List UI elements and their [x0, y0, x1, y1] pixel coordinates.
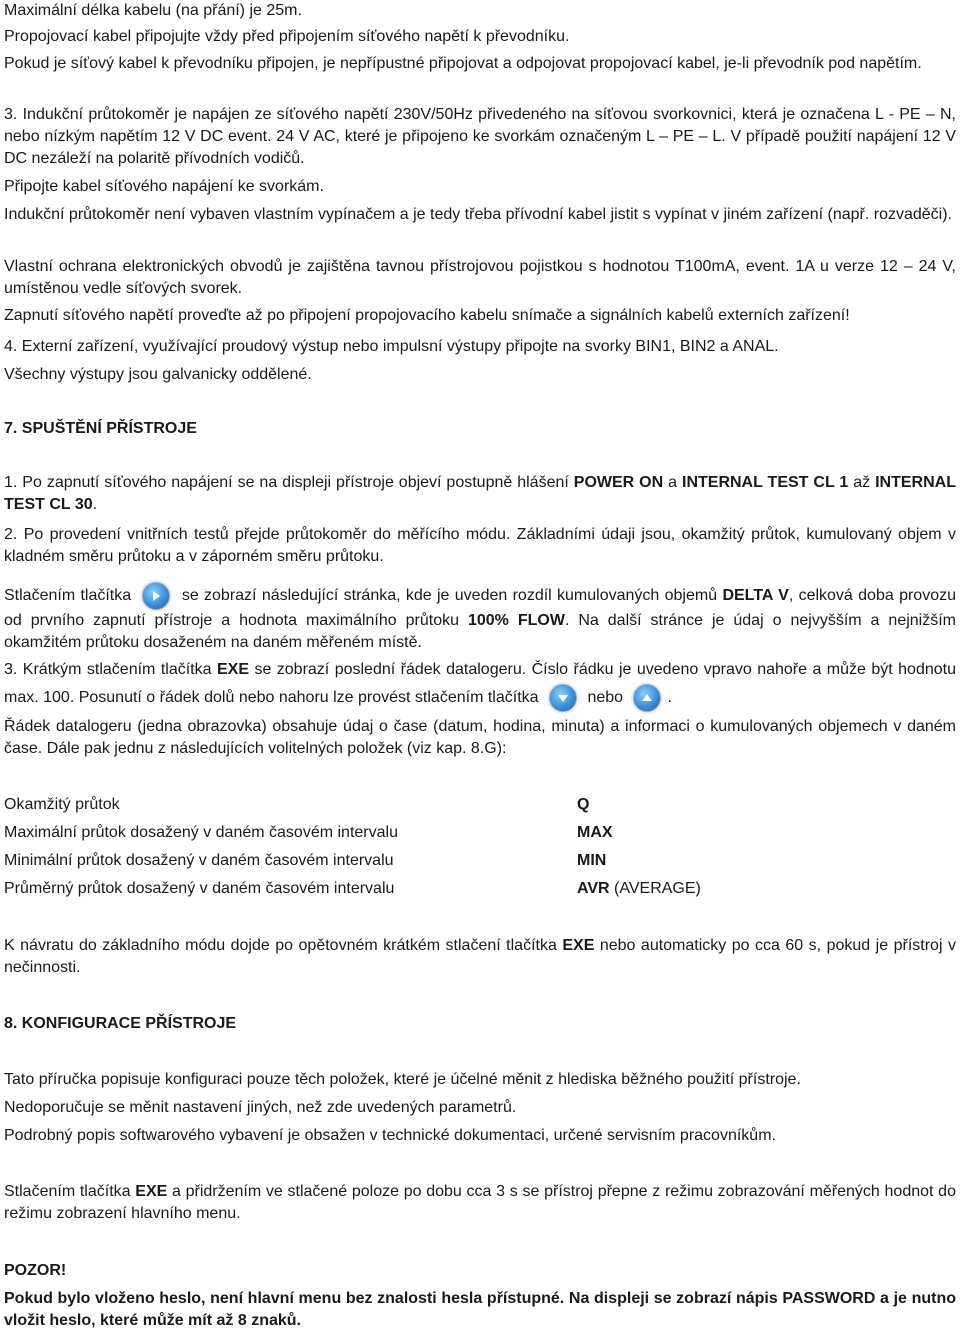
text-paragraph — [4, 656, 956, 712]
section-heading: 8. KONFIGURACE PŘÍSTROJE — [4, 1015, 237, 1032]
text-line: 4. Externí zařízení, využívající proudový výstup nebo impulsní výstupy připojte na svorky BIN1, BIN2 a ANAL. — [4, 338, 779, 355]
value-code: MIN — [577, 852, 607, 869]
value-code: MAX — [577, 824, 613, 841]
table-cell-value — [577, 850, 606, 872]
text-fragment: , celková doba provozu od prvního zapnutí přístroje a hodnota maximálního průtoku — [4, 587, 956, 629]
value-note: (AVERAGE) — [609, 880, 701, 897]
play-right-icon — [142, 582, 170, 610]
text-fragment: se zobrazí poslední řádek datalogeru. Číslo řádku je uvedeno vpravo nahoře a může být hodnotu max. 100. Posunutí o řádek dolů nebo nahoru lze provést stlačením tlačítka — [4, 661, 956, 707]
arrow-down-icon — [549, 684, 577, 712]
text-paragraph: Řádek datalogeru (jedna obrazovka) obsahuje údaj o čase (datum, hodina, minuta) a informaci o kumulovaných objemech v daném čase. Dále pak jednu z následujících volitelných položek (viz kap. 8.G): — [4, 718, 956, 757]
text-fragment: nebo automaticky po cca 60 s, pokud je přístroj v nečinnosti. — [4, 937, 956, 976]
text-paragraph — [4, 1181, 956, 1225]
value-code: Q — [577, 796, 590, 813]
arrow-up-icon — [633, 684, 661, 712]
text-paragraph: 3. Indukční průtokoměr je napájen ze síťového napětí 230V/50Hz přivedeného na síťovou svorkovnici, která je označena L - PE – N, nebo nízkým napětím 12 V DC event. 24 V AC, které je připojeno ke svorkám označeným L – PE – L. V případě použití napájení 12 V DC nezáleží na polaritě přívodních vodičů. — [4, 106, 956, 167]
text-fragment: Stlačením tlačítka — [4, 1183, 131, 1200]
text-fragment: K návratu do základního módu dojde po opětovném krátkém stlačení tlačítka — [4, 937, 557, 954]
table-row — [4, 822, 944, 844]
text-fragment: 3. Krátkým stlačením tlačítka — [4, 661, 212, 678]
text-line: Propojovací kabel připojujte vždy před připojením síťového napětí k převodníku. — [4, 28, 570, 45]
text-line: Nedoporučuje se měnit nastavení jiných, než zde uvedených parametrů. — [4, 1099, 517, 1116]
table-cell-label: Minimální průtok dosažený v daném časovém intervalu — [4, 852, 394, 869]
table-row — [4, 878, 944, 900]
text-fragment: 1. Po zapnutí síťového napájení se na displeji přístroje objeví postupně hlášení — [4, 474, 569, 491]
table-cell-label: Maximální průtok dosažený v daném časovém intervalu — [4, 824, 398, 841]
text-fragment: . — [667, 689, 672, 707]
display-message: INTERNAL TEST CL 1 — [682, 474, 849, 491]
key-name: EXE — [216, 661, 249, 678]
text-fragment: až — [853, 474, 871, 491]
text-paragraph: Vlastní ochrana elektronických obvodů je zajištěna tavnou přístrojovou pojistkou s hodnotou T100mA, event. 1A u verze 12 – 24 V, umístěnou vedle síťových svorek. — [4, 258, 956, 297]
table-cell-label: Průměrný průtok dosažený v daném časovém intervalu — [4, 880, 395, 897]
warning-title: POZOR! — [4, 1262, 67, 1279]
text-fragment: a — [668, 474, 678, 491]
text-paragraph: Indukční průtokoměr není vybaven vlastním vypínačem a je tedy třeba přívodní kabel jistit s vypínat v jiném zařízení (např. rozvaděči). — [4, 206, 952, 223]
display-value: DELTA V — [722, 587, 789, 605]
table-cell-label: Okamžitý průtok — [4, 796, 120, 813]
text-fragment: Stlačením tlačítka — [4, 587, 132, 605]
table-cell-value — [577, 878, 701, 900]
text-paragraph — [4, 935, 956, 979]
text-paragraph: Pokud je síťový kabel k převodníku připojen, je nepřípustné připojovat a odpojovat propojovací kabel, je-li převodník pod napětím. — [4, 55, 922, 72]
table-cell-value — [577, 794, 589, 816]
display-message: POWER ON — [573, 474, 664, 491]
text-fragment: a přidržením ve stlačené poloze po dobu cca 3 s se přístroj přepne z režimu zobrazování měřených hodnot do režimu zobrazení hlavního menu. — [4, 1183, 956, 1222]
text-line: Všechny výstupy jsou galvanicky oddělené. — [4, 366, 312, 383]
section-heading: 7. SPUŠTĚNÍ PŘÍSTROJE — [4, 420, 197, 437]
text-fragment: . — [92, 496, 98, 513]
text-fragment: . Na další stránce je údaj o nejvyšším a nejnižším okamžitém průtoku dosaženém na daném měřeném místě. — [4, 612, 956, 651]
text-line: Podrobný popis softwarového vybavení je obsažen v technické dokumentaci, určené servisním pracovníkům. — [4, 1127, 776, 1144]
value-code: AVR — [577, 880, 610, 897]
text-paragraph: Tato příručka popisuje konfiguraci pouze těch položek, které je účelné měnit z hlediska běžného použití přístroje. — [4, 1071, 801, 1088]
display-value: 100% FLOW — [467, 612, 565, 629]
text-fragment: se zobrazí následující stránka, kde je uveden rozdíl kumulovaných objemů — [181, 587, 718, 605]
display-message: INTERNAL TEST CL 30 — [4, 474, 956, 513]
warning-line: Zapnutí síťového napětí proveďte až po připojení propojovacího kabelu snímače a signálních kabelů externích zařízení! — [4, 307, 850, 324]
table-cell-value — [577, 822, 613, 844]
text-line: Připojte kabel síťového napájení ke svorkám. — [4, 178, 324, 195]
table-row — [4, 850, 944, 872]
key-name: EXE — [135, 1183, 168, 1200]
table-row — [4, 794, 944, 816]
text-paragraph — [4, 472, 956, 516]
warning-text: Pokud bylo vloženo heslo, není hlavní menu bez znalosti hesla přístupné. Na displeji se zobrazí nápis PASSWORD a je nutno vložit heslo, které může mít až 8 znaků. — [4, 1290, 956, 1329]
text-paragraph: 2. Po provedení vnitřních testů přejde průtokoměr do měřícího módu. Základními údaji jsou, okamžitý průtok, kumulovaný objem v kladném směru průtoku a v záporném směru průtoku. — [4, 526, 956, 565]
text-paragraph — [4, 582, 956, 654]
key-name: EXE — [562, 937, 595, 954]
text-line: Maximální délka kabelu (na přání) je 25m. — [4, 2, 302, 19]
text-fragment: nebo — [587, 689, 624, 707]
